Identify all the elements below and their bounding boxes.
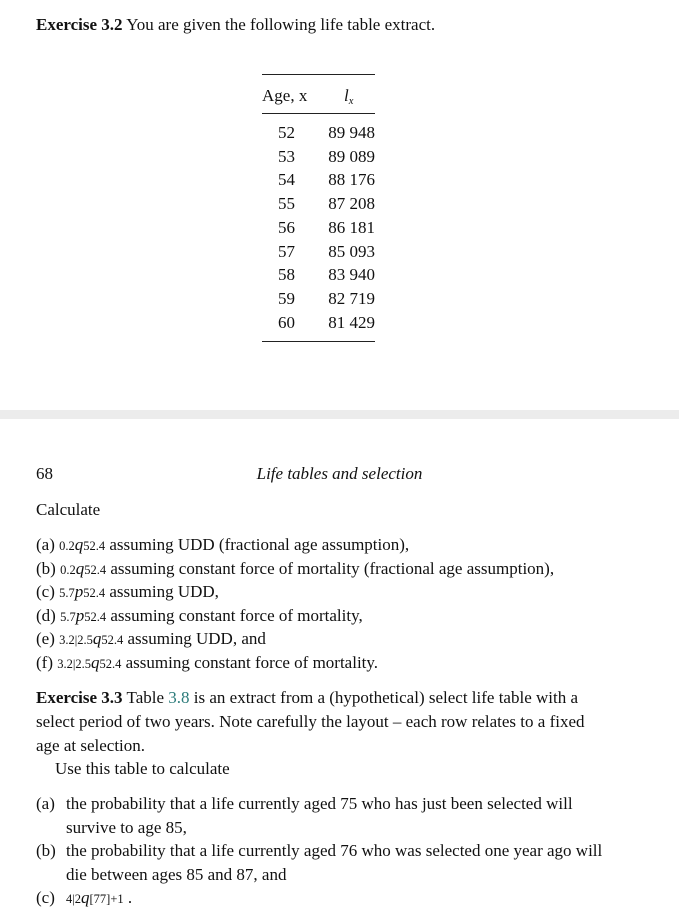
table-cell-age: 58: [278, 265, 295, 284]
item-text: .: [123, 888, 133, 907]
table-cell-age: 52: [278, 123, 295, 142]
table-cell-lx: 83 940: [328, 265, 375, 284]
item-text: the probability that a life currently aged 76 who was selected one year ago will die between ages 85 and 87, and: [66, 841, 603, 884]
table-top-rule: [262, 74, 375, 75]
item-label: (c): [36, 582, 55, 601]
exercise-3-2-heading: [36, 15, 435, 35]
page-separator: [0, 410, 679, 419]
exercise-intro: You are given the following life table extract.: [126, 15, 436, 34]
item-text: assuming constant force of mortality,: [106, 606, 363, 625]
formula-subscript: 52.4: [99, 657, 122, 671]
item-text: assuming UDD (fractional age assumption),: [105, 535, 410, 554]
exercise-3-3-paragraph: Exercise 3.3 Table 3.8 is an extract from a (hypothetical) select life table with a select period of two years. Note carefully the layout – each row relates to a fixed age at selection.: [36, 688, 585, 755]
formula-symbol: q: [74, 535, 84, 554]
table-cell-lx: 86 181: [328, 218, 375, 237]
item-label: (a): [36, 535, 55, 554]
table-cell-lx: 89 089: [328, 147, 375, 166]
column-header-lx: lx: [344, 86, 354, 107]
formula-symbol: q: [81, 888, 90, 907]
exercise-label: Exercise 3.2: [36, 15, 123, 34]
table-cell-age: 53: [278, 147, 295, 166]
formula-subscript: 52.4: [83, 586, 106, 600]
item-label: (b): [36, 841, 56, 860]
calculate-item: [36, 582, 219, 602]
item-text: the probability that a life currently aged 75 who has just been selected will survive to age 85,: [66, 794, 573, 837]
running-head: Life tables and selection: [256, 464, 423, 483]
formula-subscript: 52.4: [84, 563, 107, 577]
calculate-item: [36, 535, 409, 555]
column-header-age: Age, x: [262, 86, 308, 105]
exercise-3-3-item: [36, 886, 611, 911]
exercise-3-3-item: [36, 839, 611, 887]
page-number: 68: [36, 464, 53, 483]
formula-prefix: 0.2: [59, 539, 75, 553]
formula-subscript: 52.4: [84, 610, 107, 624]
table-cell-age: 55: [278, 194, 295, 213]
formula-prefix: 5.7: [60, 610, 76, 624]
table-cell-lx: 87 208: [328, 194, 375, 213]
formula-prefix: 4|2: [66, 892, 82, 906]
table-cell-age: 56: [278, 218, 295, 237]
item-text: assuming UDD,: [105, 582, 219, 601]
formula-prefix: 3.2|2.5: [59, 633, 93, 647]
table-cell-age: 57: [278, 242, 295, 261]
formula-prefix: 5.7: [59, 586, 75, 600]
formula-subscript: [77]+1: [89, 892, 124, 906]
calculate-heading: Calculate: [36, 500, 101, 519]
formula-symbol: q: [91, 653, 100, 672]
formula-symbol: p: [74, 582, 84, 601]
formula-subscript: 52.4: [83, 539, 106, 553]
calculate-item: [36, 653, 378, 673]
formula-symbol: q: [75, 559, 85, 578]
formula-prefix: 3.2|2.5: [57, 657, 91, 671]
formula-symbol: p: [75, 606, 85, 625]
exercise-3-3-item: [36, 792, 611, 840]
item-label: (b): [36, 559, 56, 578]
item-text: assuming constant force of mortality (fractional age assumption),: [106, 559, 555, 578]
table-cell-age: 54: [278, 170, 295, 189]
table-link[interactable]: 3.8: [168, 688, 190, 707]
formula-symbol: q: [92, 629, 102, 648]
item-label: (c): [36, 888, 55, 907]
table-cell-lx: 88 176: [328, 170, 375, 189]
table-cell-lx: 85 093: [328, 242, 375, 261]
item-text: assuming UDD, and: [123, 629, 266, 648]
exercise-label: Exercise 3.3: [36, 688, 123, 707]
table-bottom-rule: [262, 341, 375, 342]
formula-prefix: 0.2: [60, 563, 76, 577]
item-label: (a): [36, 794, 55, 813]
item-label: (d): [36, 606, 56, 625]
table-cell-age: 60: [278, 313, 295, 332]
table-cell-lx: 81 429: [328, 313, 375, 332]
table-cell-lx: 89 948: [328, 123, 375, 142]
table-cell-lx: 82 719: [328, 289, 375, 308]
item-label: (f): [36, 653, 53, 672]
table-header-rule: [262, 113, 375, 114]
calculate-item: [36, 629, 266, 649]
calculate-item: [36, 606, 363, 626]
calculate-item: [36, 559, 554, 579]
formula-subscript: 52.4: [101, 633, 124, 647]
item-label: (e): [36, 629, 55, 648]
table-cell-age: 59: [278, 289, 295, 308]
item-text: assuming constant force of mortality.: [121, 653, 379, 672]
use-table-text: Use this table to calculate: [55, 759, 230, 778]
